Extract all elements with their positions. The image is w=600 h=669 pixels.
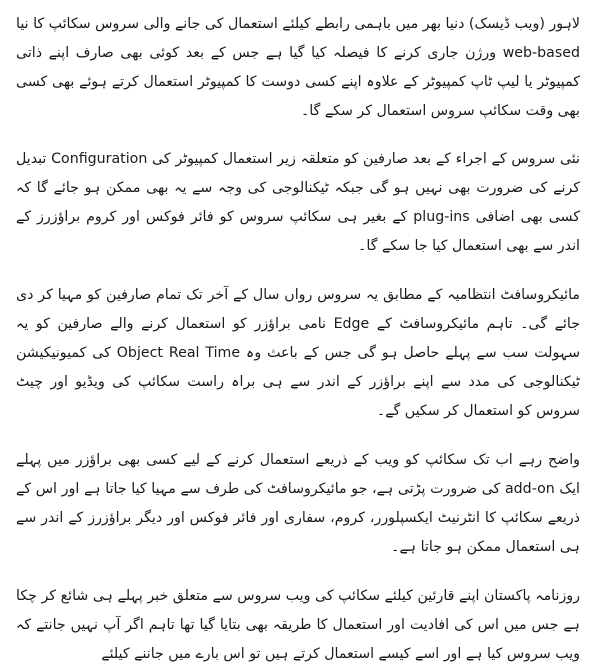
article-paragraph-3: مائیکروسافٹ انتظامیہ کے مطابق یہ سروس رواں سال کے آخر تک تمام صارفین کو مہیا کر دی جائے گی۔ تاہم مائیکروسافٹ کے Edge نامی براؤزر کو استعمال کرنے والے صارفین کو یہ سہولت سب سے پہلے حاصل ہو گی جس کے باعث وہ Object Real Time کی کمیونیکیشن ٹیکنالوجی کی مدد سے اپنے براؤزر کے اندر سے ہی براہ راست سکائپ کی ویڈیو اور چیٹ سروس کو استعمال کر سکیں گے۔ [16, 287, 581, 419]
article-paragraph-5: روزنامہ پاکستان اپنے قارئین کیلئے سکائپ کی ویب سروس سے متعلق خبر پہلے ہی شائع کر چکا ہے جس میں اس کی افادیت اور استعمال کا طریقہ بھی بتایا گیا تھا تاہم اگر آپ نہیں جانتے کہ ویب سروس کیا ہے اور اسے کیسے استعمال کرتے ہیں تو اس بارے میں جاننے کیلئے [16, 588, 580, 662]
article-paragraph-1: لاہور (ویب ڈیسک) دنیا بھر میں باہمی رابطے کیلئے استعمال کی جانے والی سروس سکائپ کا نیا web-based ورژن جاری کرنے کا فیصلہ کیا گیا ہے جس کے بعد کوئی بھی صارف اپنے ذاتی کمپیوٹر یا لیپ ٹاپ کمپیوٹر کے علاوہ اپنے کسی دوست کا کمپیوٹر استعمال کرتے ہوئے بھی کسی بھی وقت سکائپ سروس استعمال کر سکے گا۔ [16, 16, 580, 119]
article-paragraph-4: واضح رہے اب تک سکائپ کو ویب کے ذریعے استعمال کرنے کے لیے کسی بھی براؤزر میں پہلے ایک add-on کی ضرورت پڑتی ہے، جو مائیکروسافٹ کی طرف سے مہیا کیا جاتا ہے اور اس کے ذریعے سکائپ کا انٹرنیٹ ایکسپلورر، کروم، سفاری اور فائر فوکس اور دیگر براؤزرز کے اندر سے ہی استعمال ممکن ہو جاتا ہے۔ [16, 452, 580, 555]
article-paragraph-2: نئی سروس کے اجراء کے بعد صارفین کو متعلقہ زیر استعمال کمپیوٹر کی Configuration تبدیل کرنے کی ضرورت بھی نہیں ہو گی جبکہ ٹیکنالوجی کی وجہ سے یہ بھی ممکن ہو جائے گا کہ کسی بھی اضافی plug-ins کے بغیر ہی سکائپ سروس کو فائر فوکس اور کروم براؤزرز کے اندر سے بھی استعمال کیا جا سکے گا۔ [16, 151, 581, 254]
